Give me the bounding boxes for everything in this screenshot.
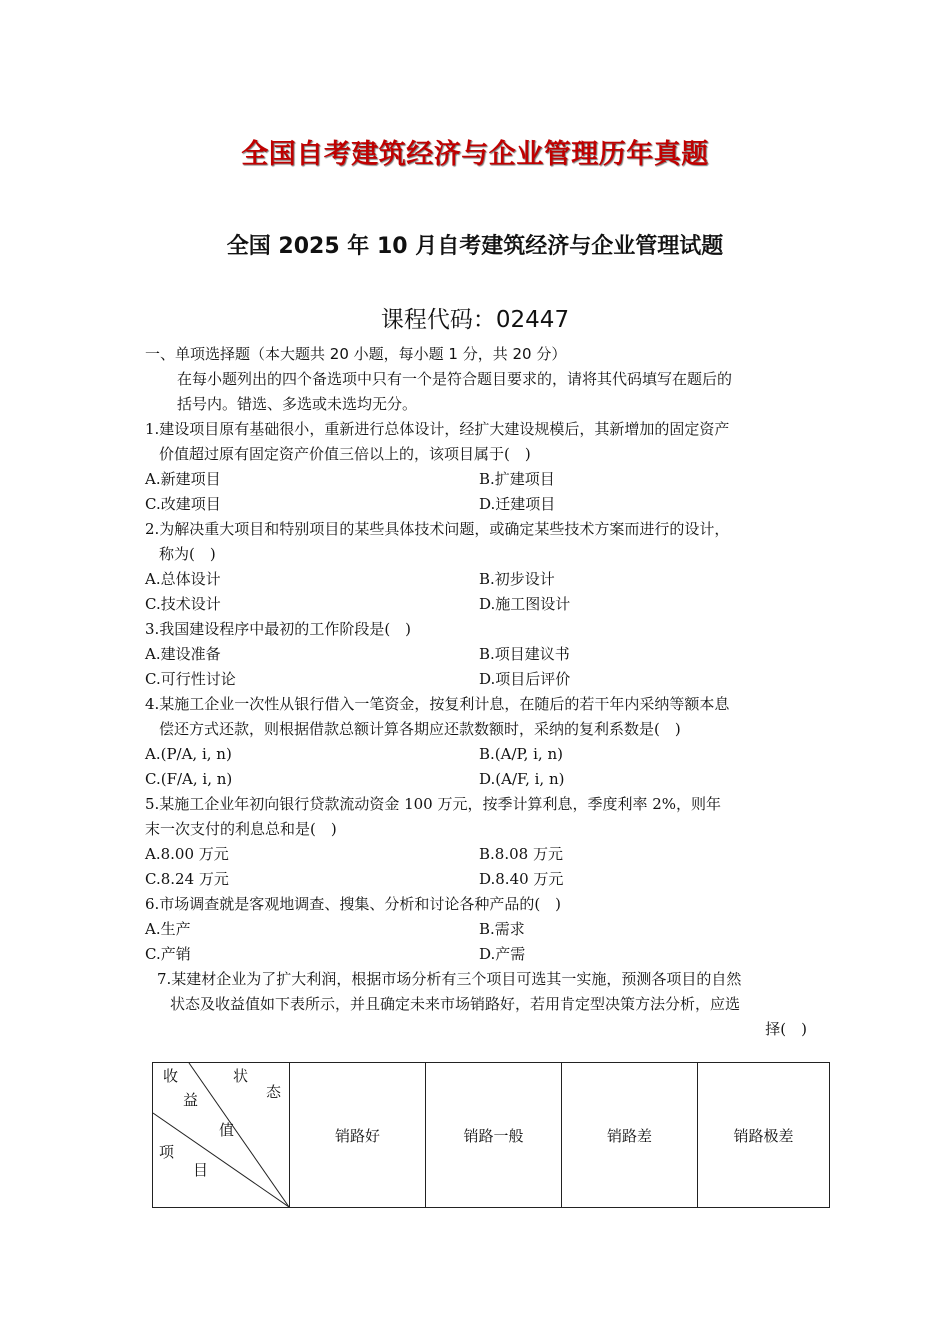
column-header: 销路好	[289, 1063, 425, 1207]
option-a: A.(P/A, i, n)	[145, 745, 232, 763]
question-7-line-3: 择( )	[765, 1020, 807, 1038]
option-a: A.新建项目	[145, 470, 221, 488]
option-d: D.迁建项目	[479, 495, 556, 513]
question-1-options-row	[145, 492, 807, 517]
question-3-options-row	[145, 667, 807, 692]
option-b: B.8.08 万元	[479, 845, 563, 863]
question-1-line-1: 1.建设项目原有基础很小，重新进行总体设计，经扩大建设规模后，其新增加的固定资产	[145, 420, 730, 438]
payoff-table	[152, 1062, 830, 1208]
option-d: D.产需	[479, 945, 526, 963]
question-7-line-1: 7.某建材企业为了扩大利润，根据市场分析有三个项目可选其一实施，预测各项目的自然	[157, 970, 742, 988]
diag-label: 值	[219, 1121, 235, 1139]
column-header: 销路差	[561, 1063, 697, 1207]
option-d: D.(A/F, i, n)	[479, 770, 565, 788]
option-c: C.(F/A, i, n)	[145, 770, 233, 788]
option-a: A.生产	[145, 920, 191, 938]
question-3-line-1: 3.我国建设程序中最初的工作阶段是( )	[145, 620, 412, 638]
diagonal-header-cell	[153, 1063, 289, 1207]
diag-label: 态	[266, 1083, 282, 1101]
diag-label: 目	[193, 1161, 209, 1179]
option-a: A.建设准备	[145, 645, 221, 663]
question-5-options-row	[145, 842, 807, 867]
question-1-line-2: 价值超过原有固定资产价值三倍以上的，该项目属于( )	[159, 445, 531, 463]
course-code: 课程代码：02447	[380, 307, 570, 333]
question-4-line-1: 4.某施工企业一次性从银行借入一笔资金，按复利计息，在随后的若干年内采纳等额本息	[145, 695, 730, 713]
option-a: A.总体设计	[145, 570, 221, 588]
instruction-line: 括号内。错选、多选或未选均无分。	[177, 395, 418, 413]
option-d: D.8.40 万元	[479, 870, 564, 888]
question-6-options-row	[145, 942, 807, 967]
option-d: D.项目后评价	[479, 670, 571, 688]
column-header: 销路极差	[697, 1063, 829, 1207]
section-heading: 一、单项选择题（本大题共 20 小题，每小题 1 分，共 20 分）	[145, 345, 567, 363]
question-5-line-2: 末一次支付的利息总和是( )	[145, 820, 337, 838]
question-6-options-row	[145, 917, 807, 942]
option-b: B.初步设计	[479, 570, 555, 588]
option-c: C.技术设计	[145, 595, 221, 613]
instruction-line: 在每小题列出的四个备选项中只有一个是符合题目要求的，请将其代码填写在题后的	[177, 370, 733, 388]
question-body	[145, 342, 807, 1042]
exam-title: 全国 2025 年 10 月自考建筑经济与企业管理试题	[226, 234, 724, 259]
column-header: 销路一般	[425, 1063, 561, 1207]
option-a: A.8.00 万元	[145, 845, 229, 863]
question-5-options-row	[145, 867, 807, 892]
question-4-line-2: 偿还方式还款，则根据借款总额计算各期应还款数额时，采纳的复利系数是( )	[159, 720, 681, 738]
question-6-line-1: 6.市场调查就是客观地调查、搜集、分析和讨论各种产品的( )	[145, 895, 562, 913]
diag-label: 益	[183, 1091, 199, 1109]
option-b: B.需求	[479, 920, 525, 938]
question-7-line-2: 状态及收益值如下表所示，并且确定未来市场销路好，若用肯定型决策方法分析，应选	[170, 995, 741, 1013]
question-2-line-1: 2.为解决重大项目和特别项目的某些具体技术问题，或确定某些技术方案而进行的设计，	[145, 520, 730, 538]
diag-label: 状	[233, 1067, 249, 1085]
option-c: C.产销	[145, 945, 191, 963]
option-d: D.施工图设计	[479, 595, 571, 613]
question-4-options-row	[145, 767, 807, 792]
option-b: B.项目建议书	[479, 645, 570, 663]
question-1-options-row	[145, 467, 807, 492]
diag-label: 项	[159, 1143, 175, 1161]
main-title: 全国自考建筑经济与企业管理历年真题	[241, 139, 709, 170]
question-2-options-row	[145, 592, 807, 617]
diag-label: 收	[163, 1067, 179, 1085]
question-3-options-row	[145, 642, 807, 667]
question-5-line-1: 5.某施工企业年初向银行贷款流动资金 100 万元，按季计算利息，季度利率 2%，则年	[145, 795, 722, 813]
option-c: C.8.24 万元	[145, 870, 229, 888]
question-4-options-row	[145, 742, 807, 767]
option-c: C.改建项目	[145, 495, 221, 513]
question-2-line-2: 称为( )	[159, 545, 216, 563]
question-2-options-row	[145, 567, 807, 592]
option-c: C.可行性讨论	[145, 670, 236, 688]
option-b: B.(A/P, i, n)	[479, 745, 563, 763]
option-b: B.扩建项目	[479, 470, 555, 488]
